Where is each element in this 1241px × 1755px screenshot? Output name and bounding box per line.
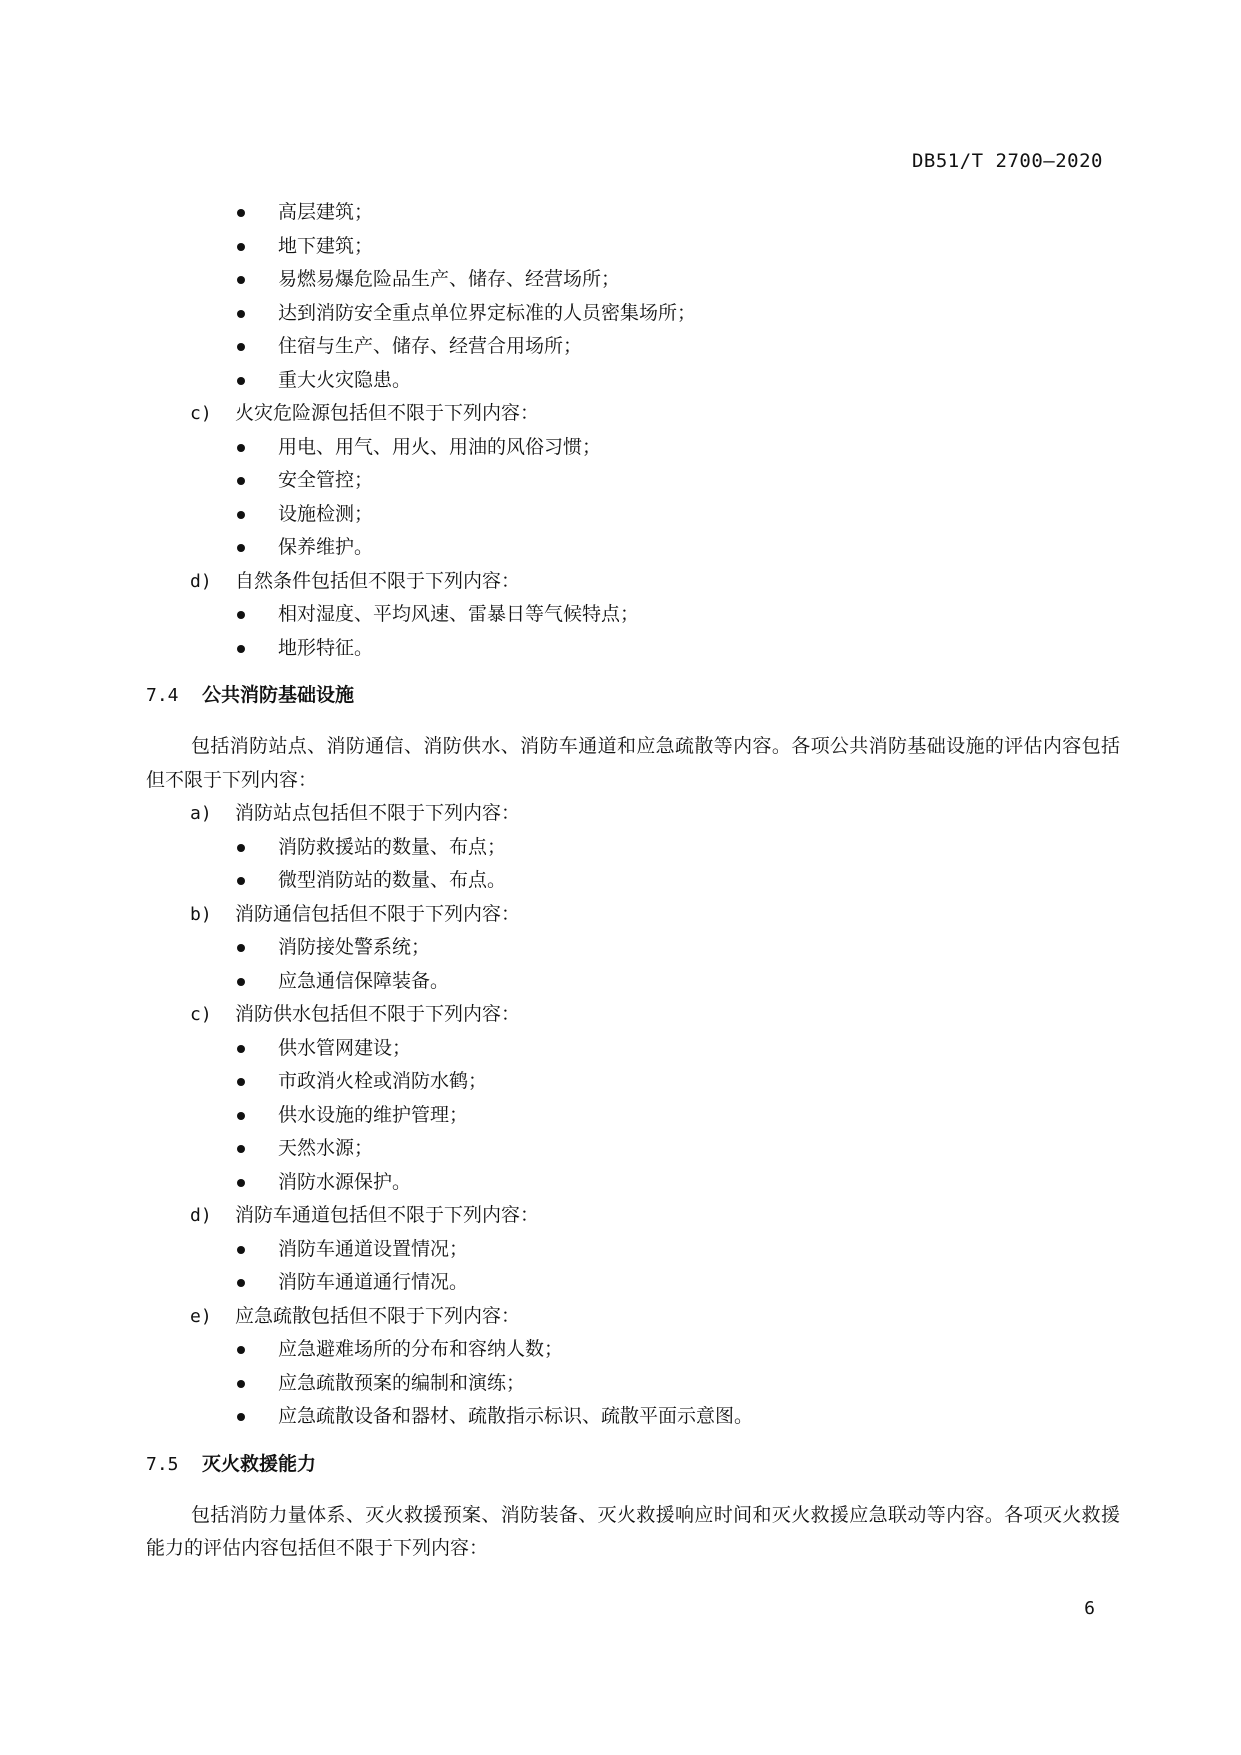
list-item: 微型消防站的数量、布点。 bbox=[0, 864, 1241, 898]
enumerated-item: c) 消防供水包括但不限于下列内容： bbox=[190, 1003, 521, 1025]
bullet-icon bbox=[237, 1413, 245, 1421]
list-item: 重大火灾隐患。 bbox=[0, 364, 1241, 398]
section-paragraph: 包括消防力量体系、灭火救援预案、消防装备、灭火救援响应时间和灭火救援应急联动等内容。各项灭火救援能力的评估内容包括但不限于下列内容： bbox=[146, 1503, 1120, 1559]
list-item: 消防车通道通行情况。 bbox=[0, 1266, 1241, 1300]
bullet-icon bbox=[237, 544, 245, 552]
list-item: 应急疏散设备和器材、疏散指示标识、疏散平面示意图。 bbox=[0, 1400, 1241, 1434]
bullet-icon bbox=[237, 611, 245, 619]
bullet-icon bbox=[237, 1279, 245, 1287]
enumerated-item: e) 应急疏散包括但不限于下列内容： bbox=[190, 1304, 521, 1327]
list-item: 应急避难场所的分布和容纳人数； bbox=[0, 1333, 1241, 1367]
bullet-icon bbox=[237, 1145, 245, 1153]
list-item: 设施检测； bbox=[0, 498, 1241, 532]
list-item: 应急通信保障装备。 bbox=[0, 965, 1241, 999]
list-item: 安全管控； bbox=[0, 464, 1241, 498]
enumerated-item: b) 消防通信包括但不限于下列内容： bbox=[190, 902, 521, 925]
list-item: 市政消火栓或消防水鹤； bbox=[0, 1065, 1241, 1099]
bullet-icon bbox=[237, 1179, 245, 1187]
list-item: 消防救援站的数量、布点； bbox=[0, 831, 1241, 865]
list-item: 易燃易爆危险品生产、储存、经营场所； bbox=[0, 263, 1241, 297]
list-item: 达到消防安全重点单位界定标准的人员密集场所； bbox=[0, 297, 1241, 331]
list-item: 地下建筑； bbox=[0, 230, 1241, 264]
bullet-icon bbox=[237, 1246, 245, 1254]
document-code: DB51/T 2700—2020 bbox=[911, 150, 1103, 172]
bullet-icon bbox=[237, 310, 245, 318]
list-item: 天然水源； bbox=[0, 1132, 1241, 1166]
list-item: 高层建筑； bbox=[0, 196, 1241, 230]
bullet-icon bbox=[237, 511, 245, 519]
bullet-icon bbox=[237, 1380, 245, 1388]
document-body bbox=[0, 196, 1241, 1566]
bullet-icon bbox=[237, 1078, 245, 1086]
list-item: 地形特征。 bbox=[0, 632, 1241, 666]
list-item: 消防水源保护。 bbox=[0, 1166, 1241, 1200]
bullet-icon bbox=[237, 209, 245, 217]
bullet-icon bbox=[237, 978, 245, 986]
bullet-icon bbox=[237, 844, 245, 852]
enumerated-item: a) 消防站点包括但不限于下列内容： bbox=[190, 802, 521, 824]
bullet-icon bbox=[237, 1112, 245, 1120]
bullet-icon bbox=[237, 343, 245, 351]
list-item: 供水管网建设； bbox=[0, 1032, 1241, 1066]
enumerated-item: d) 消防车通道包括但不限于下列内容： bbox=[190, 1204, 540, 1226]
bullet-icon bbox=[237, 877, 245, 885]
section-paragraph: 包括消防站点、消防通信、消防供水、消防车通道和应急疏散等内容。各项公共消防基础设施的评估内容包括但不限于下列内容： bbox=[146, 735, 1120, 791]
list-item: 供水设施的维护管理； bbox=[0, 1099, 1241, 1133]
bullet-icon bbox=[237, 944, 245, 952]
list-item: 消防接处警系统； bbox=[0, 931, 1241, 965]
enumerated-item: c) 火灾危险源包括但不限于下列内容： bbox=[190, 402, 540, 424]
bullet-icon bbox=[237, 477, 245, 485]
list-item: 保养维护。 bbox=[0, 531, 1241, 565]
bullet-icon bbox=[237, 377, 245, 385]
bullet-icon bbox=[237, 276, 245, 284]
bullet-icon bbox=[237, 444, 245, 452]
section-heading-7-4: 7.4 公共消防基础设施 bbox=[146, 684, 355, 706]
bullet-icon bbox=[237, 243, 245, 251]
bullet-icon bbox=[237, 645, 245, 653]
list-item: 相对湿度、平均风速、雷暴日等气候特点； bbox=[0, 598, 1241, 632]
enumerated-item: d) 自然条件包括但不限于下列内容： bbox=[190, 569, 521, 592]
list-item: 消防车通道设置情况； bbox=[0, 1233, 1241, 1267]
page-number: 6 bbox=[1084, 1598, 1095, 1619]
bullet-icon bbox=[237, 1045, 245, 1053]
list-item: 应急疏散预案的编制和演练； bbox=[0, 1367, 1241, 1401]
bullet-icon bbox=[237, 1346, 245, 1354]
list-item: 用电、用气、用火、用油的风俗习惯； bbox=[0, 431, 1241, 465]
list-item: 住宿与生产、储存、经营合用场所； bbox=[0, 330, 1241, 364]
section-heading-7-5: 7.5 灭火救援能力 bbox=[146, 1452, 317, 1475]
